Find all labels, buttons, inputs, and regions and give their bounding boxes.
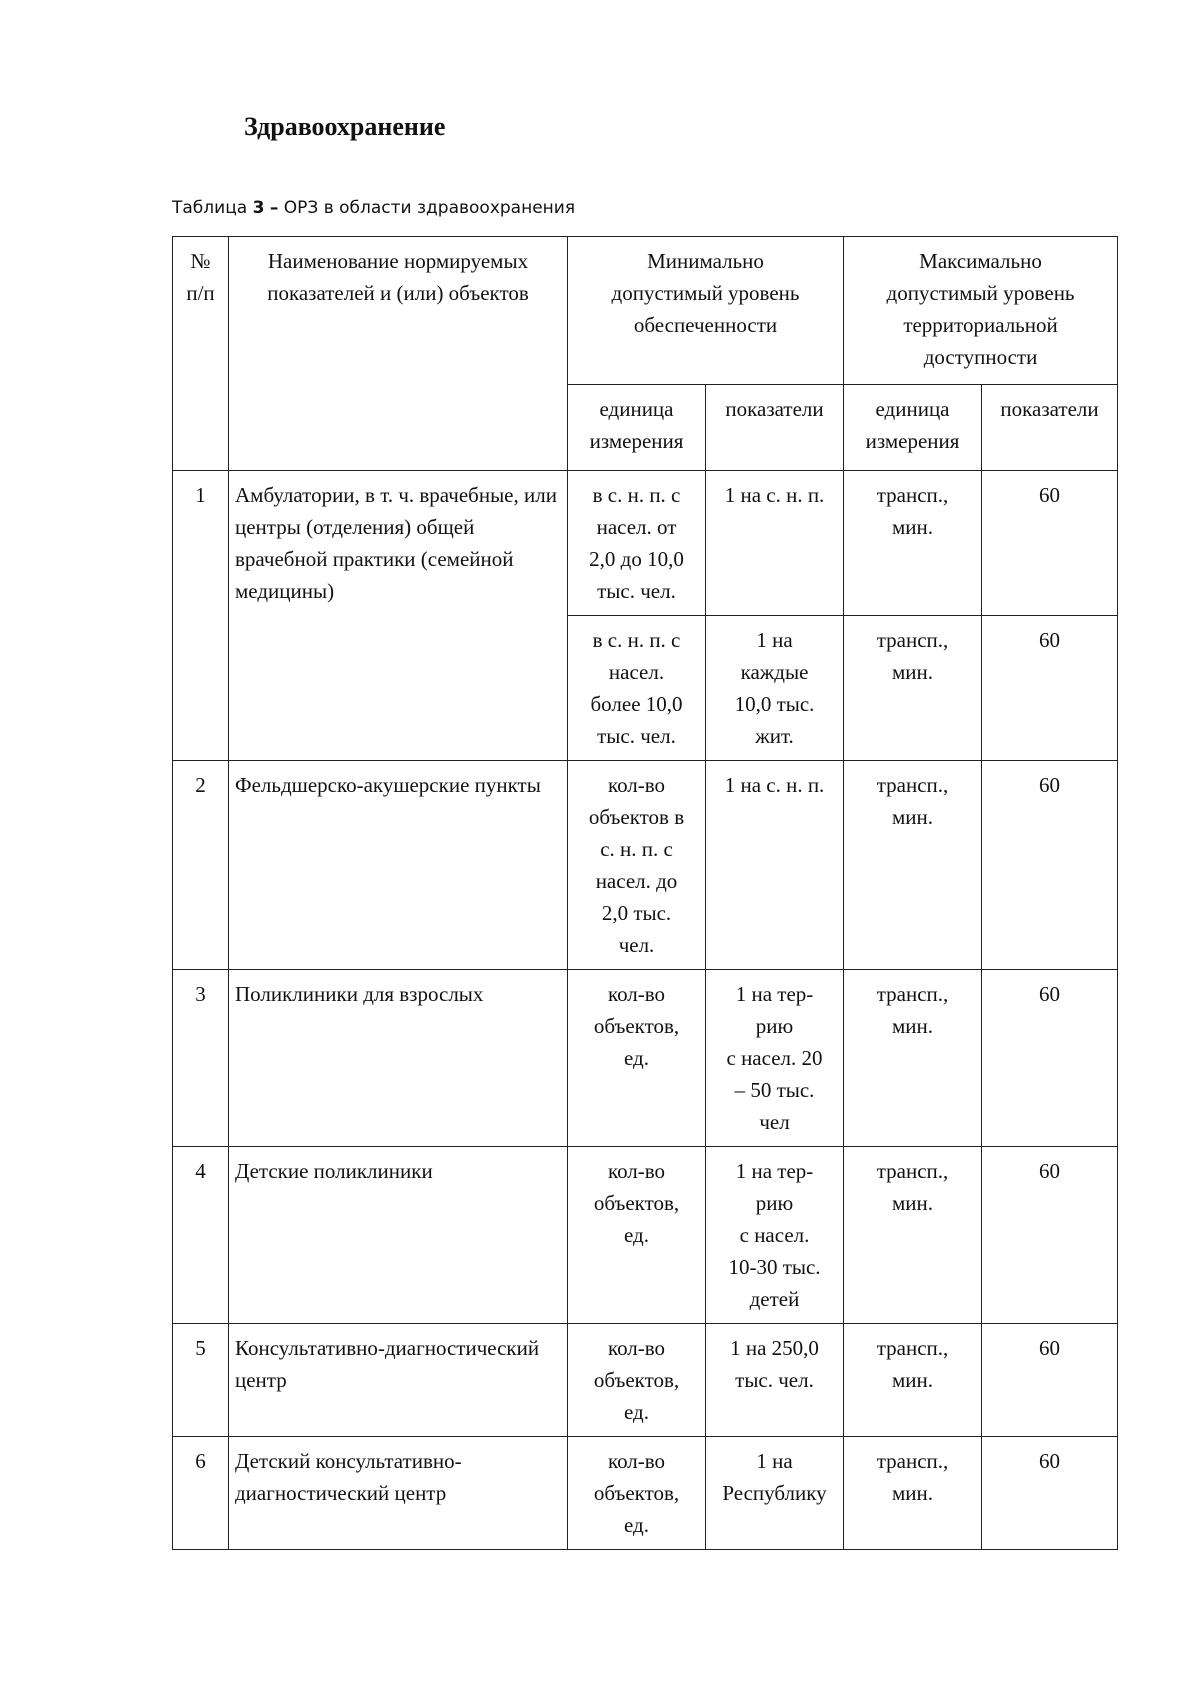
header-max-group bbox=[844, 237, 1118, 385]
max-unit-cell bbox=[844, 1437, 982, 1550]
table-row bbox=[173, 1147, 1118, 1324]
row-num-cell: 2 bbox=[173, 761, 229, 970]
min-unit-cell-line: насел. от bbox=[596, 515, 677, 539]
standards-table bbox=[172, 236, 1118, 1550]
max-unit-cell-line: мин. bbox=[892, 515, 934, 539]
min-unit-cell-line: кол-во bbox=[607, 1336, 666, 1360]
max-unit-cell bbox=[844, 970, 982, 1147]
min-value-cell-line: 1 на тер- bbox=[735, 982, 814, 1006]
min-value-cell-line: 1 на 250,0 bbox=[730, 1336, 819, 1360]
min-unit-cell-line: чел. bbox=[618, 933, 655, 957]
max-value-cell: 60 bbox=[982, 1147, 1118, 1324]
header-unit-line: единица bbox=[875, 397, 950, 421]
row-name-cell: Амбулатории, в т. ч. врачебные, или центры (отделения) общей врачебной практики (семейной медицины) bbox=[229, 471, 568, 761]
min-value-cell-line: рию bbox=[755, 1191, 794, 1215]
row-name-cell: Поликлиники для взрослых bbox=[229, 970, 568, 1147]
min-unit-cell bbox=[568, 1324, 706, 1437]
min-value-cell bbox=[706, 970, 844, 1147]
min-value-cell-line: Республику bbox=[722, 1481, 827, 1505]
table-row bbox=[173, 471, 1118, 616]
header-min-line: Минимально bbox=[647, 249, 764, 273]
min-unit-cell bbox=[568, 1147, 706, 1324]
max-value-cell: 60 bbox=[982, 1437, 1118, 1550]
min-value-cell-line: 1 на с. н. п. bbox=[724, 773, 825, 797]
header-min-line: допустимый уровень bbox=[611, 281, 800, 305]
header-row-1 bbox=[173, 237, 1118, 385]
max-unit-cell bbox=[844, 1324, 982, 1437]
max-unit-cell-line: мин. bbox=[892, 1014, 934, 1038]
max-unit-cell bbox=[844, 1147, 982, 1324]
min-value-cell-line: каждые bbox=[740, 660, 809, 684]
min-unit-cell-line: кол-во bbox=[607, 982, 666, 1006]
min-value-cell bbox=[706, 761, 844, 970]
max-unit-cell-line: трансп., bbox=[876, 773, 949, 797]
min-unit-cell-line: ед. bbox=[624, 1223, 649, 1247]
header-max-line: территориальной bbox=[903, 313, 1058, 337]
min-unit-cell-line: объектов, bbox=[593, 1368, 680, 1392]
min-value-cell bbox=[706, 1324, 844, 1437]
min-unit-cell-line: ед. bbox=[624, 1400, 649, 1424]
min-value-cell-line: – 50 тыс. bbox=[734, 1078, 815, 1102]
min-unit-cell-line: объектов, bbox=[593, 1014, 680, 1038]
min-value-cell-line: 1 на с. н. п. bbox=[724, 483, 825, 507]
min-unit-cell-line: ед. bbox=[624, 1513, 649, 1537]
header-max-line: Максимально bbox=[919, 249, 1042, 273]
max-unit-cell-line: трансп., bbox=[876, 1159, 949, 1183]
min-unit-cell-line: объектов в bbox=[588, 805, 685, 829]
min-unit-cell-line: объектов, bbox=[593, 1191, 680, 1215]
header-min-values: показатели bbox=[706, 385, 844, 471]
max-unit-cell-line: трансп., bbox=[876, 1449, 949, 1473]
min-unit-cell-line: с. н. п. с bbox=[600, 837, 673, 861]
max-unit-cell-line: мин. bbox=[892, 1368, 934, 1392]
max-unit-cell bbox=[844, 471, 982, 616]
min-value-cell-line: чел bbox=[759, 1110, 790, 1134]
section-heading: Здравоохранение bbox=[244, 112, 446, 141]
max-unit-cell bbox=[844, 616, 982, 761]
max-unit-cell-line: трансп., bbox=[876, 1336, 949, 1360]
min-unit-cell-line: 2,0 до 10,0 bbox=[589, 547, 684, 571]
caption-number: 3 bbox=[252, 198, 265, 218]
min-unit-cell bbox=[568, 1437, 706, 1550]
min-value-cell-line: 1 на bbox=[756, 1449, 793, 1473]
min-value-cell bbox=[706, 471, 844, 616]
min-value-cell-line: 1 на bbox=[756, 628, 793, 652]
max-unit-cell-line: мин. bbox=[892, 805, 934, 829]
min-unit-cell-line: тыс. чел. bbox=[597, 579, 676, 603]
max-value-cell: 60 bbox=[982, 471, 1118, 616]
min-unit-cell bbox=[568, 970, 706, 1147]
header-max-line: доступности bbox=[923, 345, 1038, 369]
header-max-values: показатели bbox=[982, 385, 1118, 471]
min-unit-cell-line: кол-во bbox=[607, 1449, 666, 1473]
row-num-cell: 4 bbox=[173, 1147, 229, 1324]
min-unit-cell-line: ед. bbox=[624, 1046, 649, 1070]
row-num-cell: 1 bbox=[173, 471, 229, 761]
min-value-cell-line: 10-30 тыс. bbox=[728, 1255, 821, 1279]
max-value-cell: 60 bbox=[982, 761, 1118, 970]
min-unit-cell-line: объектов, bbox=[593, 1481, 680, 1505]
row-name-cell: Детский консультативно-диагностический центр bbox=[229, 1437, 568, 1550]
min-unit-cell-line: насел. до bbox=[595, 869, 678, 893]
header-name-cell: Наименование нормируемых показателей и (или) объектов bbox=[229, 237, 568, 471]
min-value-cell-line: с насел. 20 bbox=[726, 1046, 823, 1070]
min-unit-cell bbox=[568, 616, 706, 761]
header-unit-line: единица bbox=[599, 397, 674, 421]
min-unit-cell bbox=[568, 471, 706, 616]
caption-prefix: Таблица bbox=[172, 198, 248, 218]
header-num-line: № bbox=[190, 249, 211, 273]
max-unit-cell-line: мин. bbox=[892, 1481, 934, 1505]
max-unit-cell-line: трансп., bbox=[876, 628, 949, 652]
max-unit-cell-line: трансп., bbox=[876, 982, 949, 1006]
min-unit-cell-line: тыс. чел. bbox=[597, 724, 676, 748]
header-unit-line: измерения bbox=[589, 429, 684, 453]
min-value-cell-line: рию bbox=[755, 1014, 794, 1038]
caption-text: ОРЗ в области здравоохранения bbox=[283, 198, 576, 218]
caption-dash: – bbox=[269, 198, 279, 218]
row-name-cell: Консультативно-диагностический центр bbox=[229, 1324, 568, 1437]
row-name-cell: Детские поликлиники bbox=[229, 1147, 568, 1324]
min-value-cell bbox=[706, 1147, 844, 1324]
min-value-cell-line: 10,0 тыс. bbox=[734, 692, 815, 716]
max-unit-cell-line: мин. bbox=[892, 660, 934, 684]
table-row bbox=[173, 761, 1118, 970]
max-unit-cell-line: мин. bbox=[892, 1191, 934, 1215]
row-num-cell: 3 bbox=[173, 970, 229, 1147]
table-row bbox=[173, 1324, 1118, 1437]
min-value-cell-line: детей bbox=[749, 1287, 800, 1311]
min-value-cell-line: с насел. bbox=[739, 1223, 810, 1247]
header-num-cell bbox=[173, 237, 229, 471]
min-unit-cell-line: насел. bbox=[608, 660, 665, 684]
row-num-cell: 6 bbox=[173, 1437, 229, 1550]
min-unit-cell-line: в с. н. п. с bbox=[592, 483, 681, 507]
min-unit-cell-line: 2,0 тыс. bbox=[601, 901, 672, 925]
min-unit-cell-line: в с. н. п. с bbox=[592, 628, 681, 652]
min-value-cell-line: 1 на тер- bbox=[735, 1159, 814, 1183]
max-value-cell: 60 bbox=[982, 1324, 1118, 1437]
header-unit-line: измерения bbox=[865, 429, 960, 453]
header-max-unit bbox=[844, 385, 982, 471]
header-min-unit bbox=[568, 385, 706, 471]
header-max-line: допустимый уровень bbox=[886, 281, 1075, 305]
max-value-cell: 60 bbox=[982, 616, 1118, 761]
row-name-cell: Фельдшерско-акушерские пункты bbox=[229, 761, 568, 970]
min-value-cell bbox=[706, 616, 844, 761]
min-unit-cell-line: кол-во bbox=[607, 773, 666, 797]
min-unit-cell-line: более 10,0 bbox=[590, 692, 683, 716]
table-row bbox=[173, 1437, 1118, 1550]
max-unit-cell-line: трансп., bbox=[876, 483, 949, 507]
min-unit-cell-line: кол-во bbox=[607, 1159, 666, 1183]
max-value-cell: 60 bbox=[982, 970, 1118, 1147]
header-min-group bbox=[568, 237, 844, 385]
min-value-cell-line: тыс. чел. bbox=[735, 1368, 814, 1392]
max-unit-cell bbox=[844, 761, 982, 970]
header-min-line: обеспеченности bbox=[633, 313, 778, 337]
table-body bbox=[173, 237, 1118, 1550]
row-num-cell: 5 bbox=[173, 1324, 229, 1437]
table-row bbox=[173, 970, 1118, 1147]
min-value-cell-line: жит. bbox=[755, 724, 794, 748]
header-num-line: п/п bbox=[186, 281, 215, 305]
min-unit-cell bbox=[568, 761, 706, 970]
min-value-cell bbox=[706, 1437, 844, 1550]
table-caption bbox=[172, 198, 575, 218]
